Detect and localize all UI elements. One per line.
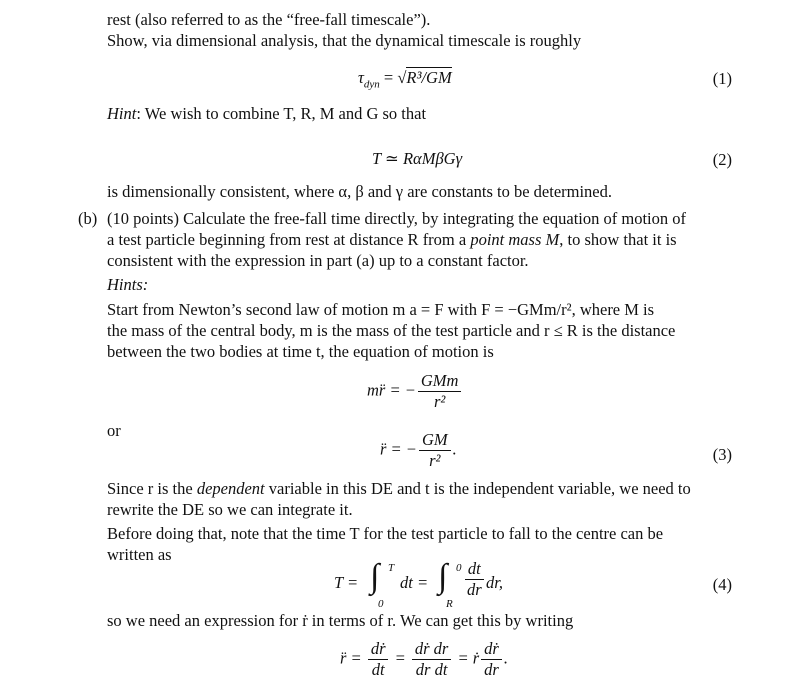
text-span: Since r is the (107, 479, 197, 498)
text-line: the mass of the central body, m is the mass of the test particle and r ≤ R is the distance (107, 321, 676, 340)
fraction (464, 560, 485, 599)
numerator: GMm (418, 372, 462, 392)
text-line (107, 229, 677, 250)
text-span: , to show that it is (559, 230, 677, 249)
fraction (481, 640, 502, 679)
hint-text: : We wish to combine T, R, M and G so that (136, 104, 427, 123)
text-line: (10 points) Calculate the free-fall time directly, by integrating the equation of motion of (107, 209, 686, 228)
text-line: written as (107, 545, 172, 564)
denominator: dr (484, 660, 499, 679)
equation-1 (358, 67, 452, 95)
equals-sign: = (383, 68, 394, 87)
text-line: or (107, 421, 121, 440)
integral-sign: ∫ (438, 558, 448, 595)
denominator: dr dt (415, 660, 448, 679)
equals-sign: = (394, 648, 406, 668)
numerator: dṙ (368, 640, 389, 660)
fraction (418, 372, 462, 411)
eq-end: dr, (486, 573, 503, 592)
fraction (368, 640, 389, 679)
fraction (412, 640, 451, 679)
text-line: is dimensionally consistent, where α, β and γ are constants to be determined. (107, 182, 612, 201)
eq-middle: dt = (400, 573, 429, 592)
emphasis-text: point mass M (470, 230, 560, 249)
eq-lhs: mr̈ = − (367, 380, 416, 400)
text-line: Show, via dimensional analysis, that the dynamical timescale is roughly (107, 31, 582, 50)
text-line: consistent with the expression in part (a) up to a constant factor. (107, 251, 529, 270)
numerator: GM (419, 431, 451, 451)
period: . (503, 648, 508, 668)
integral-sign: ∫ (370, 558, 380, 595)
tau-symbol: τ (358, 68, 364, 87)
equation-4 (334, 558, 503, 610)
text-line: so we need an expression for ṙ in terms of r. We can get this by writing (107, 611, 574, 630)
equation-3 (380, 431, 457, 470)
numerator: dṙ (481, 640, 502, 660)
sqrt-symbol: √ (397, 68, 407, 87)
text-line: between the two bodies at time t, the equation of motion is (107, 342, 494, 361)
text-line: Start from Newton’s second law of motion m a = F with F = −GMm/r², where M is (107, 300, 655, 319)
part-label: (b) (78, 209, 98, 228)
lower-limit: 0 (378, 598, 384, 610)
text-line: rewrite the DE so we can integrate it. (107, 500, 353, 519)
hints-heading: Hints: (107, 275, 149, 294)
hint-label: Hint (107, 104, 137, 123)
lower-limit: R (446, 598, 453, 610)
equals-sign: = ṙ (457, 648, 480, 668)
equation-motion (367, 372, 463, 411)
equation-number: (4) (712, 575, 732, 594)
equation-5 (340, 640, 508, 679)
hint-line (107, 103, 426, 124)
denominator: dr (467, 580, 482, 599)
equation-number: (2) (712, 150, 732, 169)
eq-lhs: T = (334, 573, 359, 592)
text-line: rest (also referred to as the “free-fall timescale”). (107, 10, 431, 29)
equation-number: (3) (712, 445, 732, 464)
denominator: r² (429, 451, 441, 470)
upper-limit: T (388, 562, 395, 574)
text-line: Before doing that, note that the time T for the test particle to fall to the centre can be (107, 524, 664, 543)
period: . (452, 439, 457, 459)
denominator: dt (371, 660, 385, 679)
equation-number: (1) (712, 69, 732, 88)
eq-lhs: r̈ = (340, 648, 362, 668)
text-line (107, 478, 691, 499)
text-span: a test particle beginning from rest at distance R from a (107, 230, 471, 249)
numerator: dt (465, 560, 484, 580)
eq-lhs: r̈ = − (380, 439, 417, 459)
emphasis-text: dependent (196, 479, 265, 498)
equation-2: T ≃ RαMβGγ (372, 149, 463, 168)
fraction (419, 431, 451, 470)
denominator: r² (433, 392, 446, 411)
dyn-subscript: dyn (363, 78, 380, 91)
upper-limit: 0 (456, 562, 462, 574)
radicand: R³/GM (406, 68, 452, 87)
text-span: variable in this DE and t is the independent variable, we need to (264, 479, 691, 498)
numerator: dṙ dr (412, 640, 451, 660)
